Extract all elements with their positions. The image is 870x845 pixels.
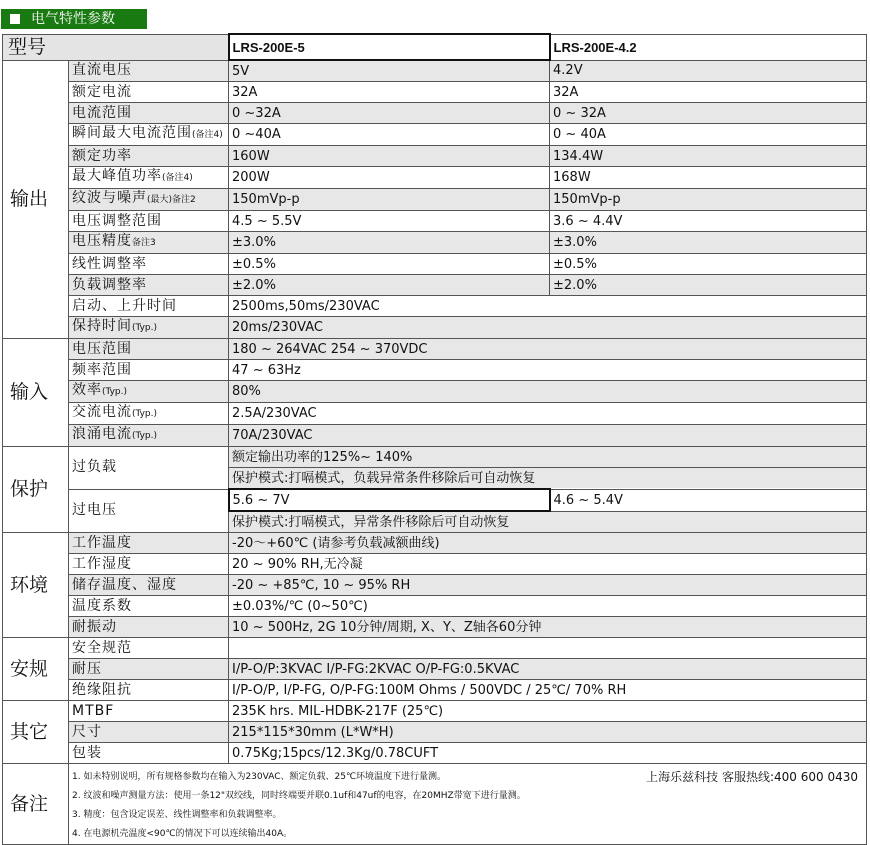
row-label-note: (备注4) bbox=[162, 173, 193, 183]
row-label bbox=[69, 680, 229, 701]
overload-label: 过负载 bbox=[69, 447, 229, 490]
row-label-text: 频率范围 bbox=[72, 361, 132, 378]
row-value-1: 0 ~32A bbox=[229, 103, 550, 124]
row-value-1: 4.5 ~ 5.5V bbox=[229, 211, 550, 232]
row-label-text: 尺寸 bbox=[72, 723, 102, 740]
table-row bbox=[3, 296, 867, 317]
table-row bbox=[3, 533, 867, 554]
model-label: 型号 bbox=[3, 34, 229, 60]
row-label-text: 工作温度 bbox=[72, 534, 132, 551]
row-label bbox=[69, 339, 229, 360]
row-value: 47 ~ 63Hz bbox=[229, 360, 867, 381]
row-label bbox=[69, 425, 229, 447]
row-value: 2500ms,50ms/230VAC bbox=[229, 296, 867, 317]
overload-range: 额定输出功率的125%~ 140% bbox=[229, 447, 867, 468]
row-value bbox=[229, 638, 867, 659]
row-label bbox=[69, 381, 229, 403]
row-value-1: 200W bbox=[229, 167, 550, 189]
group-label-safety: 安规 bbox=[3, 638, 69, 701]
row-label bbox=[69, 211, 229, 232]
table-row bbox=[3, 82, 867, 103]
row-label bbox=[69, 743, 229, 764]
overvoltage-value-2: 4.6 ~ 5.4V bbox=[550, 489, 867, 511]
row-label-text: 耐压 bbox=[72, 660, 102, 677]
row-value: 10 ~ 500Hz, 2G 10分钟/周期, X、Y、Z轴各60分钟 bbox=[229, 617, 867, 638]
row-label-text: 保持时间 bbox=[72, 318, 132, 334]
row-label bbox=[69, 275, 229, 296]
table-row bbox=[3, 743, 867, 764]
group-label-environment: 环境 bbox=[3, 533, 69, 638]
row-label bbox=[69, 254, 229, 275]
row-label bbox=[69, 701, 229, 722]
table-row bbox=[3, 554, 867, 575]
hotline-text: 上海乐兹科技 客服热线:400 600 0430 bbox=[646, 770, 859, 784]
row-value: 70A/230VAC bbox=[229, 425, 867, 447]
row-label-text: 温度系数 bbox=[72, 597, 132, 614]
row-value-2: ±0.5% bbox=[550, 254, 867, 275]
row-value-1: 150mVp-p bbox=[229, 189, 550, 211]
row-value: 215*115*30mm (L*W*H) bbox=[229, 722, 867, 743]
row-value-2: 150mVp-p bbox=[550, 189, 867, 211]
model-name-2: LRS-200E-4.2 bbox=[550, 34, 867, 60]
table-row bbox=[3, 232, 867, 254]
table-row bbox=[3, 680, 867, 701]
table-row bbox=[3, 659, 867, 680]
row-value-2: 0 ~ 40A bbox=[550, 124, 867, 146]
row-value: 2.5A/230VAC bbox=[229, 403, 867, 425]
notes-row bbox=[3, 764, 867, 845]
table-row bbox=[3, 103, 867, 124]
row-value-1: 160W bbox=[229, 146, 550, 167]
row-value: -20 ~ +85℃, 10 ~ 95% RH bbox=[229, 575, 867, 596]
row-value-1: ±3.0% bbox=[229, 232, 550, 254]
table-row bbox=[3, 638, 867, 659]
row-value-2: 4.2V bbox=[550, 60, 867, 82]
group-label-input: 输入 bbox=[3, 339, 69, 447]
table-row bbox=[3, 317, 867, 339]
row-label-text: 线性调整率 bbox=[72, 255, 147, 272]
row-value: 80% bbox=[229, 381, 867, 403]
overvoltage-label: 过电压 bbox=[69, 489, 229, 533]
row-value: 20 ~ 90% RH,无冷凝 bbox=[229, 554, 867, 575]
table-row bbox=[3, 339, 867, 360]
row-label-text: 额定功率 bbox=[72, 147, 132, 164]
row-label-text: 安全规范 bbox=[72, 639, 132, 656]
overvoltage-mode: 保护模式:打嗝模式，异常条件移除后可自动恢复 bbox=[229, 511, 867, 533]
table-row bbox=[3, 403, 867, 425]
row-label bbox=[69, 296, 229, 317]
row-value-2: 3.6 ~ 4.4V bbox=[550, 211, 867, 232]
row-value: I/P-O/P:3KVAC I/P-FG:2KVAC O/P-FG:0.5KVAC bbox=[229, 659, 867, 680]
row-label-text: 电压范围 bbox=[72, 340, 132, 357]
row-label bbox=[69, 596, 229, 617]
row-label-text: 交流电流 bbox=[72, 404, 132, 420]
table-row bbox=[3, 254, 867, 275]
row-label-text: 效率 bbox=[72, 382, 102, 398]
row-label bbox=[69, 232, 229, 254]
row-value: 180 ~ 264VAC 254 ~ 370VDC bbox=[229, 339, 867, 360]
row-value-2: 134.4W bbox=[550, 146, 867, 167]
row-label bbox=[69, 659, 229, 680]
table-row bbox=[3, 617, 867, 638]
row-value: ±0.03%/℃ (0~50℃) bbox=[229, 596, 867, 617]
section-title: 电气特性参数 bbox=[31, 11, 115, 27]
row-label-text: 储存温度、湿度 bbox=[72, 576, 177, 593]
row-value-1: 0 ~40A bbox=[229, 124, 550, 146]
row-label bbox=[69, 722, 229, 743]
row-value: 20ms/230VAC bbox=[229, 317, 867, 339]
row-label bbox=[69, 317, 229, 339]
row-value: -20～+60℃ (请参考负载减额曲线) bbox=[229, 533, 867, 554]
row-label-text: 启动、上升时间 bbox=[72, 297, 177, 314]
table-row bbox=[3, 211, 867, 232]
row-value-1: ±0.5% bbox=[229, 254, 550, 275]
row-value-2: ±2.0% bbox=[550, 275, 867, 296]
row-label-text: 电压调整范围 bbox=[72, 212, 162, 229]
section-title-tag bbox=[1, 9, 147, 29]
table-row bbox=[3, 124, 867, 146]
row-value: 235K hrs. MIL-HDBK-217F (25℃) bbox=[229, 701, 867, 722]
square-icon bbox=[10, 14, 20, 24]
row-label-text: 包装 bbox=[72, 744, 102, 761]
note-line: 1. 如未特别说明，所有规格参数均在输入为230VAC、额定负载、25℃环境温度下进行量测。 bbox=[72, 772, 447, 782]
row-label-note: 备注3 bbox=[132, 238, 156, 248]
table-row bbox=[3, 146, 867, 167]
row-label bbox=[69, 60, 229, 82]
row-value: 0.75Kg;15pcs/12.3Kg/0.78CUFT bbox=[229, 743, 867, 764]
row-label-text: 电压精度 bbox=[72, 233, 132, 249]
row-label-note: (Typ.) bbox=[132, 431, 158, 441]
table-row bbox=[3, 167, 867, 189]
row-value-1: ±2.0% bbox=[229, 275, 550, 296]
row-label bbox=[69, 146, 229, 167]
table-row bbox=[3, 701, 867, 722]
table-row bbox=[3, 275, 867, 296]
table-row bbox=[3, 596, 867, 617]
table-row bbox=[3, 489, 867, 511]
row-label-text: 瞬间最大电流范围 bbox=[72, 125, 192, 141]
note-line: 2. 纹波和噪声测量方法：使用一条12"双绞线，同时终端要并联0.1uf和47uf的电容，在20MHZ带宽下进行量测。 bbox=[72, 791, 526, 801]
row-label-text: 浪涌电流 bbox=[72, 426, 132, 442]
row-label bbox=[69, 638, 229, 659]
note-line: 3. 精度：包含设定误差、线性调整率和负载调整率。 bbox=[72, 810, 282, 820]
table-row bbox=[3, 722, 867, 743]
row-label-note: (Typ.) bbox=[132, 323, 158, 333]
row-label bbox=[69, 554, 229, 575]
spec-table bbox=[2, 33, 867, 845]
row-label bbox=[69, 360, 229, 381]
group-label-notes: 备注 bbox=[3, 764, 69, 845]
row-value-2: 32A bbox=[550, 82, 867, 103]
row-value: I/P-O/P, I/P-FG, O/P-FG:100M Ohms / 500VDC / 25℃/ 70% RH bbox=[229, 680, 867, 701]
overvoltage-value-1: 5.6 ~ 7V bbox=[229, 489, 550, 511]
row-label bbox=[69, 189, 229, 211]
row-value-1: 32A bbox=[229, 82, 550, 103]
row-label-text: 额定电流 bbox=[72, 83, 132, 100]
row-label-text: MTBF bbox=[72, 702, 115, 719]
group-label-other: 其它 bbox=[3, 701, 69, 764]
note-line: 4. 在电源机壳温度<90℃的情况下可以连续输出40A。 bbox=[72, 829, 293, 839]
row-label bbox=[69, 575, 229, 596]
table-row bbox=[3, 447, 867, 468]
row-label-note: (备注4) bbox=[192, 130, 223, 140]
row-label-text: 直流电压 bbox=[72, 62, 132, 79]
row-value-2: ±3.0% bbox=[550, 232, 867, 254]
row-label bbox=[69, 403, 229, 425]
row-label-note: (Typ.) bbox=[132, 409, 158, 419]
table-row bbox=[3, 425, 867, 447]
row-label bbox=[69, 617, 229, 638]
overload-mode: 保护模式:打嗝模式，负载异常条件移除后可自动恢复 bbox=[229, 468, 867, 490]
row-value-2: 0 ~ 32A bbox=[550, 103, 867, 124]
table-row bbox=[3, 60, 867, 82]
row-label-text: 电流范围 bbox=[72, 104, 132, 121]
table-row bbox=[3, 381, 867, 403]
model-name-1: LRS-200E-5 bbox=[229, 34, 550, 60]
row-label bbox=[69, 82, 229, 103]
group-label-protection: 保护 bbox=[3, 447, 69, 533]
group-label-output: 输出 bbox=[3, 60, 69, 339]
row-label-text: 负载调整率 bbox=[72, 276, 147, 293]
row-value-1: 5V bbox=[229, 60, 550, 82]
row-label-note: (Typ.) bbox=[102, 387, 128, 397]
row-label bbox=[69, 124, 229, 146]
row-label-text: 工作湿度 bbox=[72, 555, 132, 572]
row-label bbox=[69, 533, 229, 554]
row-label-text: 纹波与噪声 bbox=[72, 190, 147, 206]
row-label-text: 最大峰值功率 bbox=[72, 168, 162, 184]
row-label-text: 耐振动 bbox=[72, 618, 117, 635]
table-row bbox=[3, 575, 867, 596]
notes-cell bbox=[69, 764, 867, 845]
table-row bbox=[3, 360, 867, 381]
row-label-text: 绝缘阻抗 bbox=[72, 681, 132, 698]
row-label bbox=[69, 103, 229, 124]
row-value-2: 168W bbox=[550, 167, 867, 189]
table-row bbox=[3, 189, 867, 211]
row-label bbox=[69, 167, 229, 189]
row-label-note: (最大)备注2 bbox=[147, 195, 196, 205]
